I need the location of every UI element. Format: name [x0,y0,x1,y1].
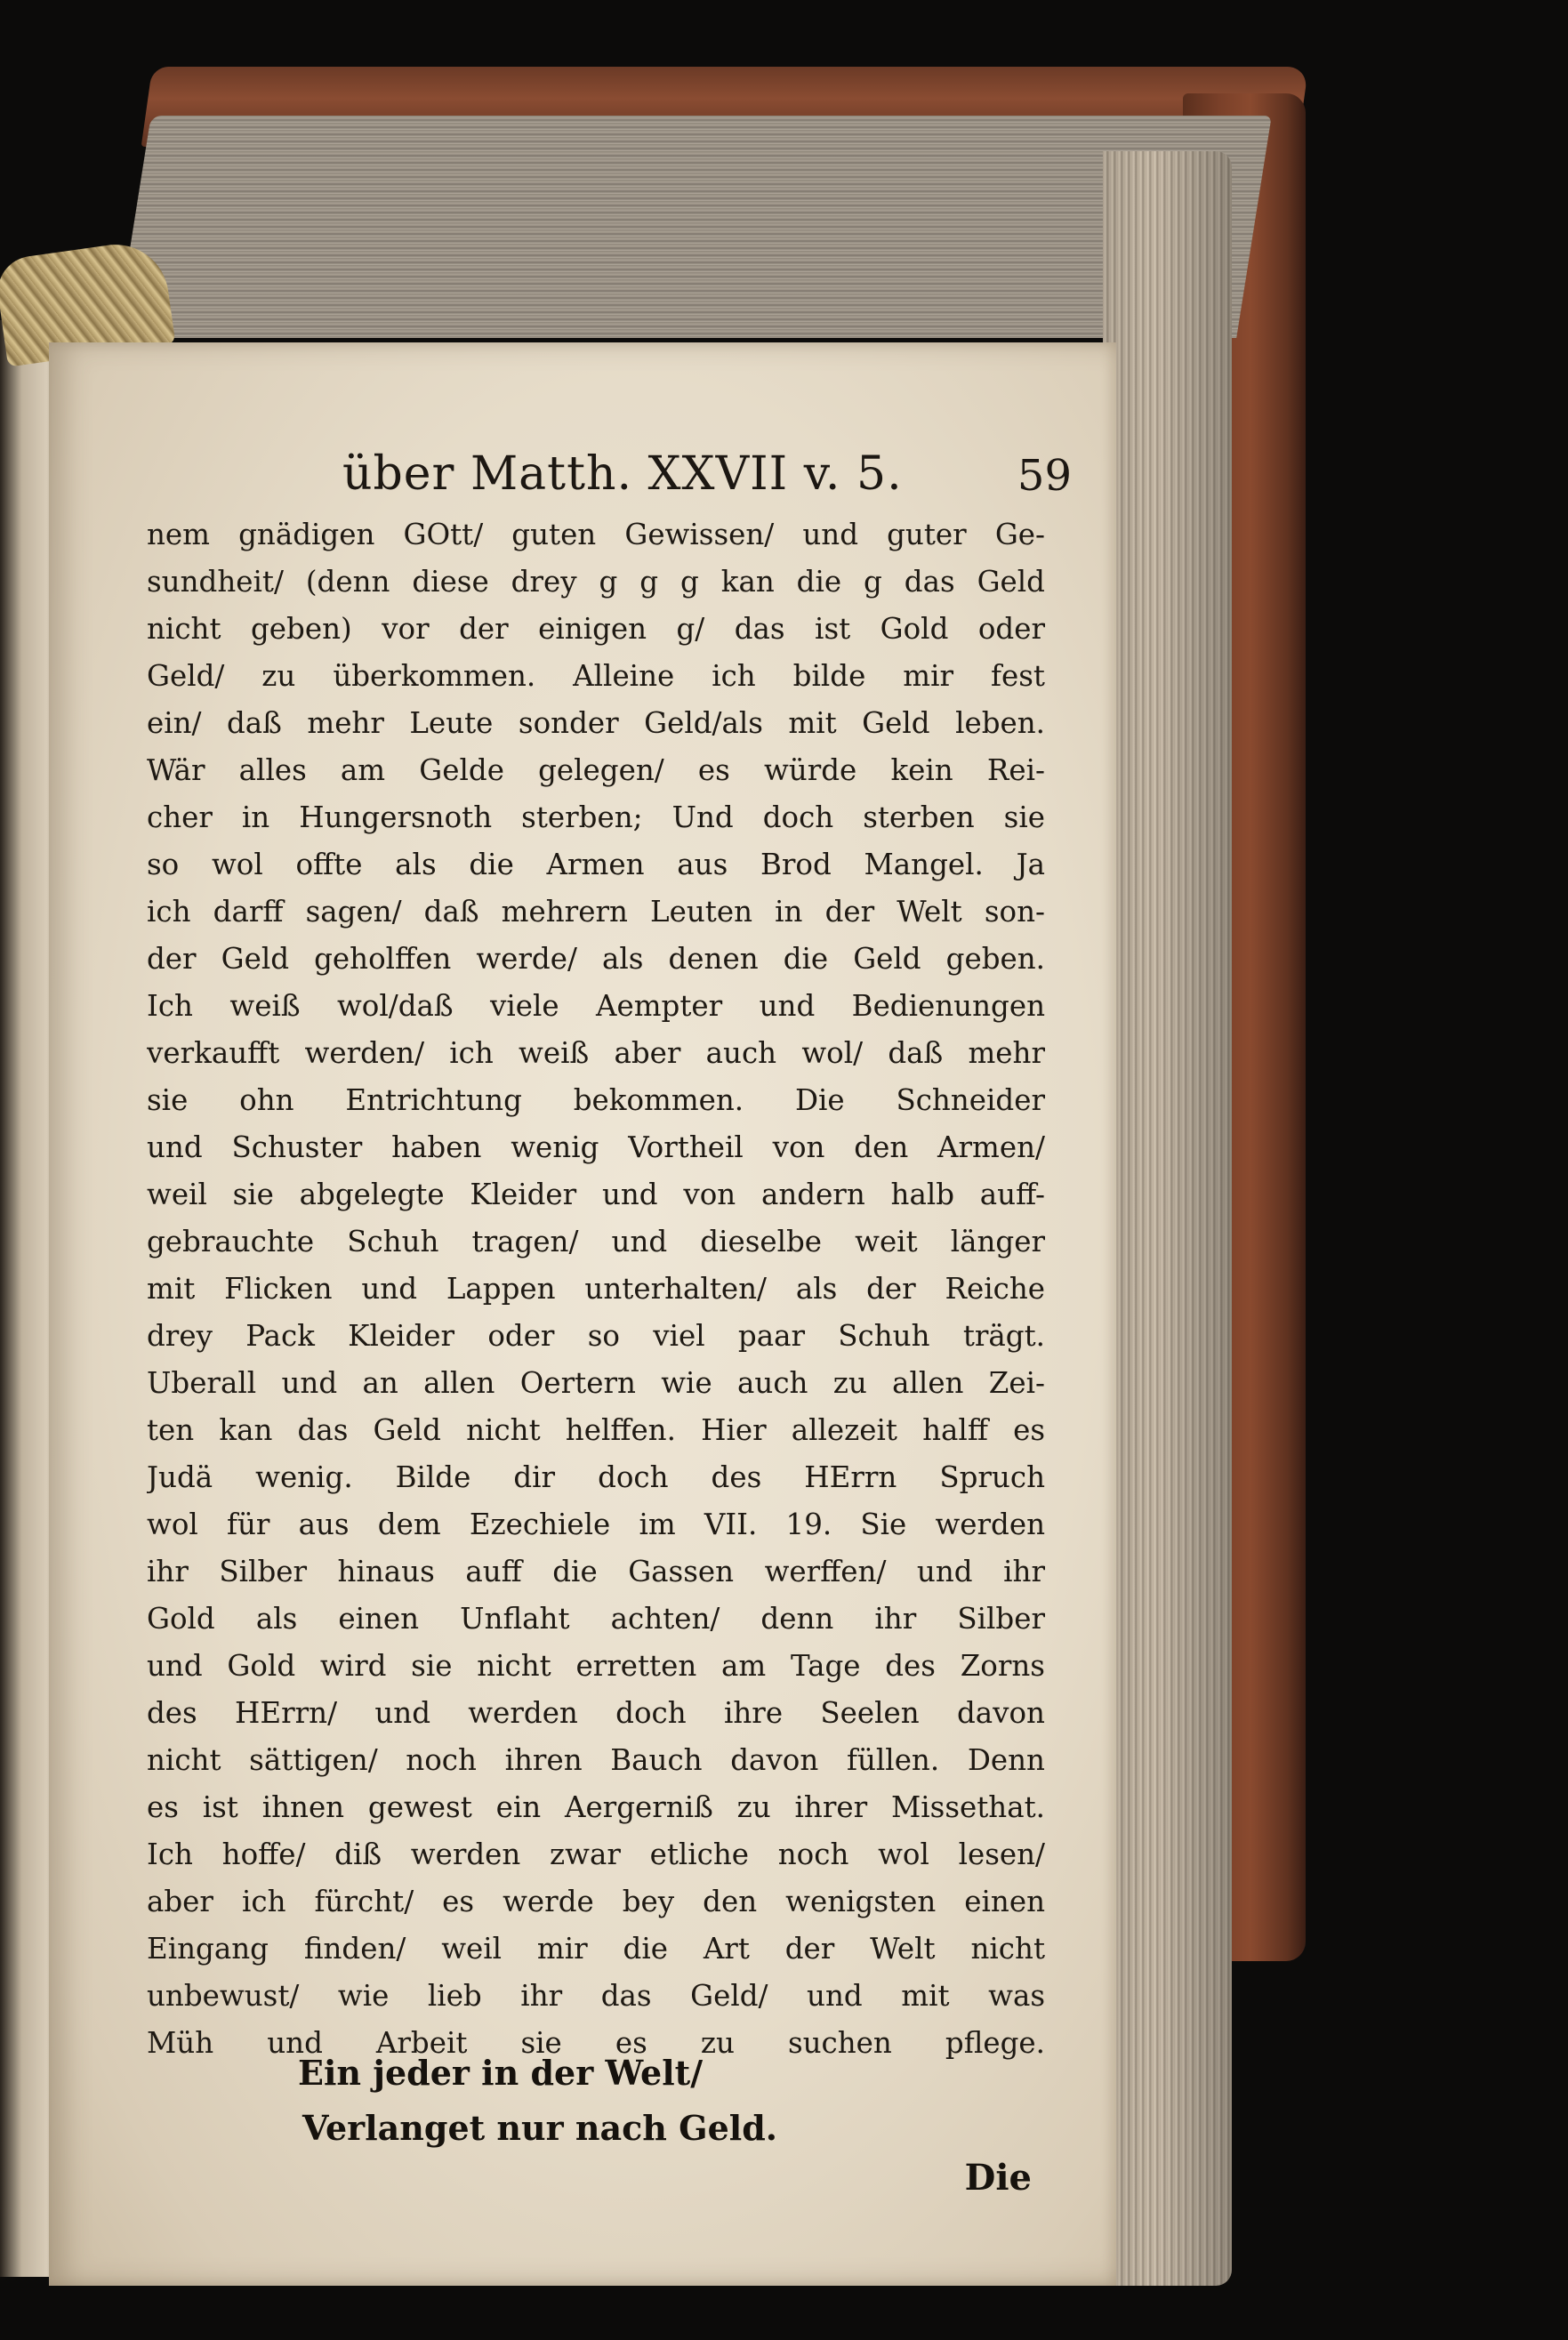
text-line: unbewust/ wie lieb ihr das Geld/ und mit was [147,1979,1045,2013]
verse-line: Verlanget nur nach Geld. [302,2108,778,2148]
text-line: der Geld geholffen werde/ als denen die Geld geben. [147,942,1045,976]
text-line: sundheit/ (denn diese drey g g g kan die g das Geld [147,565,1045,599]
text-line: es ist ihnen gewest ein Aergerniß zu ihrer Missethat. [147,1790,1045,1824]
text-line: Ich hoffe/ diß werden zwar etliche noch wol lesen/ [147,1837,1045,1871]
text-line: sie ohn Entrichtung bekommen. Die Schneider [147,1083,1045,1117]
text-line: Judä wenig. Bilde dir doch des HErrn Spruch [147,1460,1045,1494]
text-line: ich darff sagen/ daß mehrern Leuten in der Welt son- [147,895,1045,929]
page-edges-shadow [1103,151,1232,2286]
text-line: Gold als einen Unflaht achten/ denn ihr Silber [147,1602,1045,1636]
text-line: ten kan das Geld nicht helffen. Hier allezeit halff es [147,1413,1045,1447]
text-line: des HErrn/ und werden doch ihre Seelen davon [147,1696,1045,1730]
text-line: aber ich fürcht/ es werde bey den wenigsten einen [147,1885,1045,1918]
verse-couplet [298,2046,796,2156]
text-line: und Schuster haben wenig Vortheil von den Armen/ [147,1130,1045,1164]
text-line: drey Pack Kleider oder so viel paar Schuh trägt. [147,1319,1045,1353]
text-line: Müh und Arbeit sie es zu suchen pflege. [147,2026,1045,2060]
book-page [49,342,1116,2286]
text-line: und Gold wird sie nicht erretten am Tage des Zorns [147,1649,1045,1683]
body-text [147,511,1045,2067]
text-line: so wol offte als die Armen aus Brod Mangel. Ja [147,848,1045,881]
text-line: Uberall und an allen Oertern wie auch zu allen Zei- [147,1366,1045,1400]
text-line: mit Flicken und Lappen unterhalten/ als der Reiche [147,1272,1045,1306]
page-header [342,447,1072,519]
text-line: Eingang finden/ weil mir die Art der Welt nicht [147,1932,1045,1966]
text-line: verkaufft werden/ ich weiß aber auch wol/ daß mehr [147,1036,1045,1070]
text-line: wol für aus dem Ezechiele im VII. 19. Sie werden [147,1508,1045,1541]
text-line: Wär alles am Gelde gelegen/ es würde kein Rei- [147,753,1045,787]
text-line: ein/ daß mehr Leute sonder Geld/als mit Geld leben. [147,706,1045,740]
catchword: Die [964,2157,1032,2199]
page-number: 59 [1017,451,1072,501]
text-line: cher in Hungersnoth sterben; Und doch sterben sie [147,800,1045,834]
running-head: über Matth. XXVII v. 5. [342,447,903,501]
text-line: Geld/ zu überkommen. Alleine ich bilde mir fest [147,659,1045,693]
text-line: Ich weiß wol/daß viele Aempter und Bedienungen [147,989,1045,1023]
text-line: gebrauchte Schuh tragen/ und dieselbe weit länger [147,1225,1045,1258]
page-edges-top [116,116,1272,338]
text-line: ihr Silber hinaus auff die Gassen werffen/ und ihr [147,1555,1045,1588]
verse-line: Ein jeder in der Welt/ [298,2053,704,2093]
text-line: nicht geben) vor der einigen g/ das ist Gold oder [147,612,1045,646]
text-line: nem gnädigen GOtt/ guten Gewissen/ und guter Ge- [147,518,1045,551]
text-line: nicht sättigen/ noch ihren Bauch davon füllen. Denn [147,1743,1045,1777]
text-line: weil sie abgelegte Kleider und von andern halb auff- [147,1178,1045,1211]
